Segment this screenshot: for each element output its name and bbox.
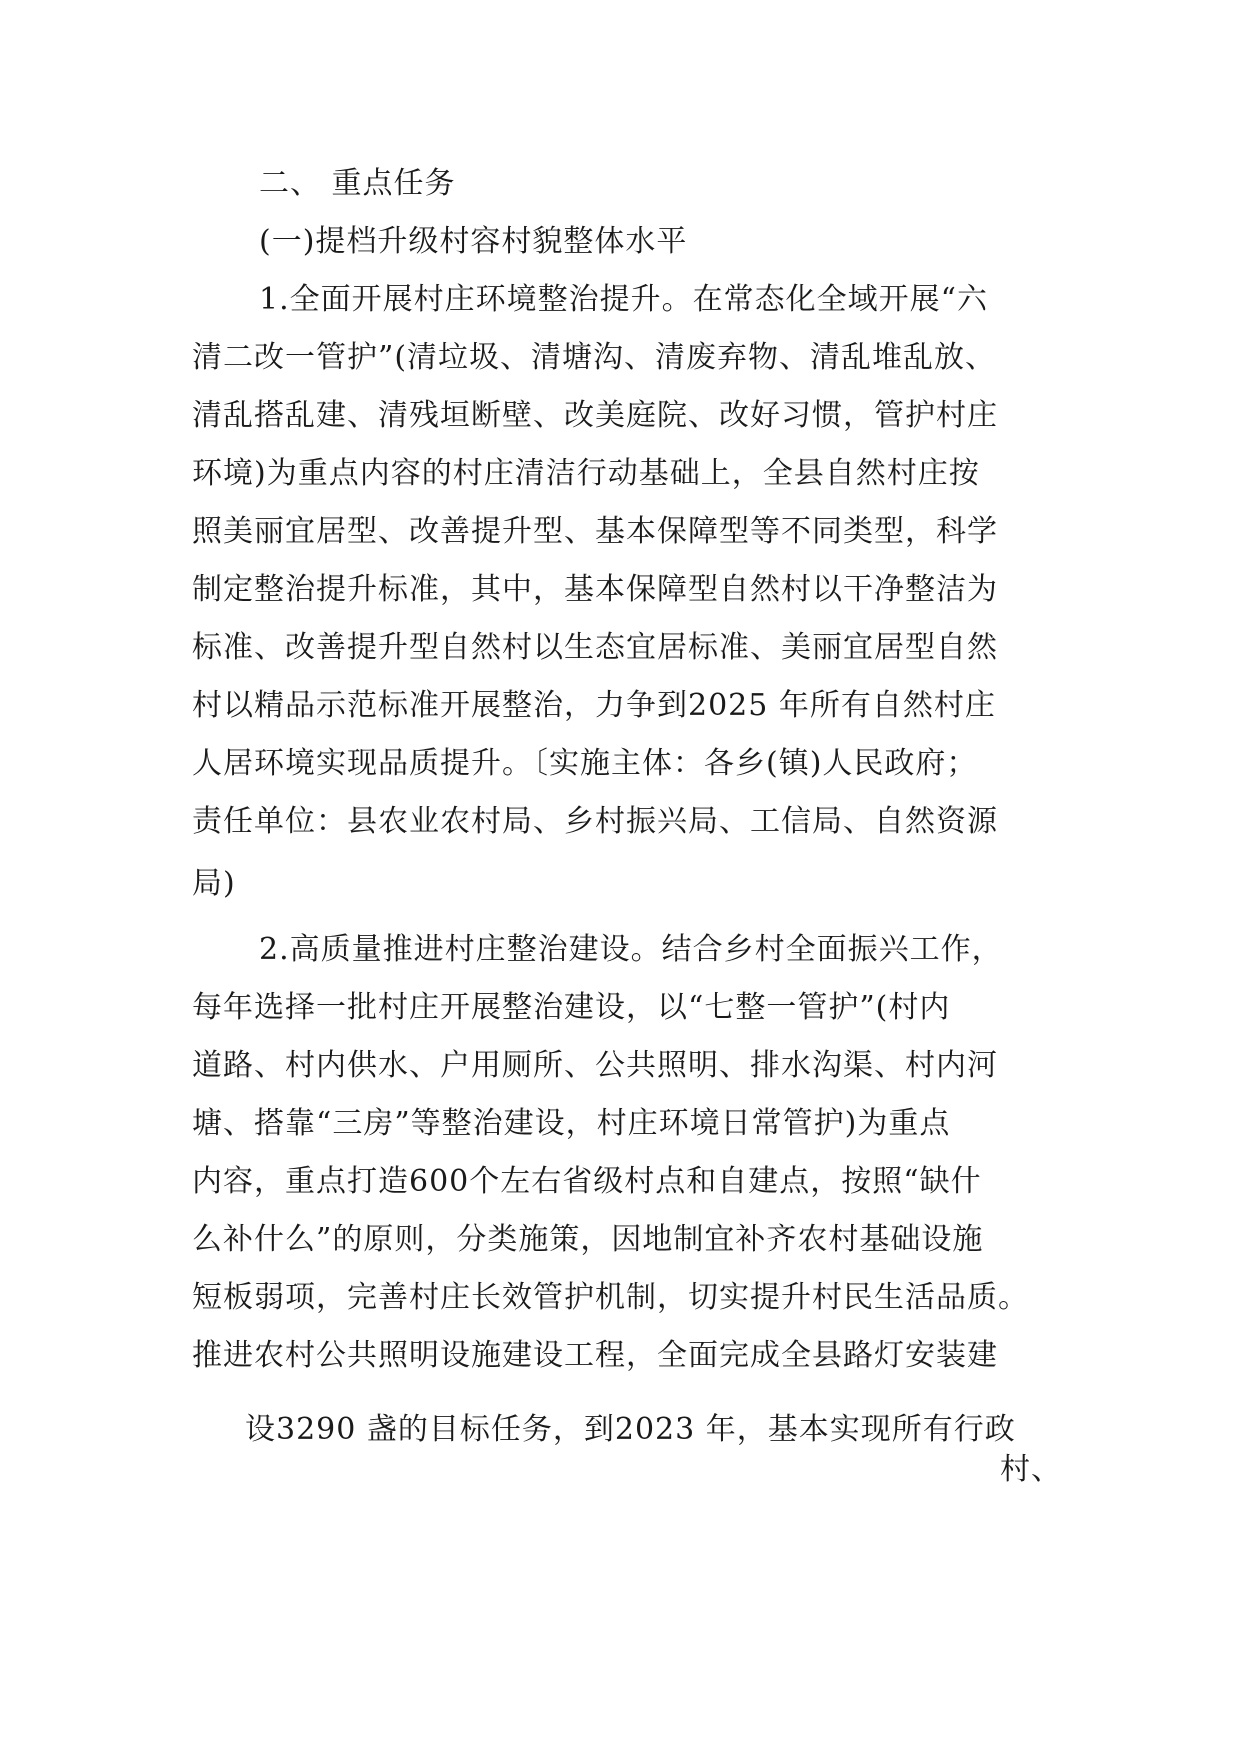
paragraph2-line: 内容，重点打造600个左右省级村点和自建点，按照“缺什 (192, 1164, 982, 1199)
continuation-line: 村、 (1000, 1452, 1062, 1487)
paragraph2-line: 每年选择一批村庄开展整治建设，以“七整一管护”(村内 (192, 990, 951, 1025)
paragraph1-line: 责任单位：县农业农村局、乡村振兴局、工信局、自然资源 (192, 804, 998, 839)
subsection-heading: (一)提档升级村容村貌整体水平 (259, 224, 688, 259)
paragraph2-line: 短板弱项，完善村庄长效管护机制，切实提升村民生活品质。 (192, 1280, 1029, 1315)
paragraph1-line: 环境)为重点内容的村庄清洁行动基础上，全县自然村庄按 (192, 456, 980, 491)
paragraph1-line: 标准、改善提升型自然村以生态宜居标准、美丽宜居型自然 (192, 630, 998, 665)
paragraph2-line: 推进农村公共照明设施建设工程，全面完成全县路灯安装建 (192, 1338, 998, 1373)
paragraph1-line: 村以精品示范标准开展整治，力争到2025 年所有自然村庄 (192, 688, 996, 723)
paragraph1-line: 人居环境实现品质提升。〔实施主体：各乡(镇)人民政府； (192, 746, 978, 781)
paragraph2-line: 2.高质量推进村庄整治建设。结合乡村全面振兴工作， (259, 932, 1003, 967)
paragraph1-line: 照美丽宜居型、改善提升型、基本保障型等不同类型，科学 (192, 514, 998, 549)
paragraph2-line: 道路、村内供水、户用厕所、公共照明、排水沟渠、村内河 (192, 1048, 998, 1083)
paragraph1-line: 1.全面开展村庄环境整治提升。在常态化全域开展“六 (259, 282, 988, 317)
paragraph2-line: 么补什么”的原则，分类施策，因地制宜补齐农村基础设施 (192, 1222, 984, 1257)
paragraph1-line: 局) (192, 866, 236, 901)
section-heading: 二、 重点任务 (259, 166, 456, 201)
paragraph1-line: 清二改一管护”(清垃圾、清塘沟、清废弃物、清乱堆乱放、 (192, 340, 997, 375)
continuation-line: 设3290 盏的目标任务，到2023 年，基本实现所有行政 (245, 1412, 1016, 1447)
paragraph1-line: 制定整治提升标准，其中，基本保障型自然村以干净整洁为 (192, 572, 998, 607)
paragraph2-line: 塘、搭靠“三房”等整治建设，村庄环境日常管护)为重点 (192, 1106, 951, 1141)
paragraph1-line: 清乱搭乱建、清残垣断壁、改美庭院、改好习惯，管护村庄 (192, 398, 998, 433)
